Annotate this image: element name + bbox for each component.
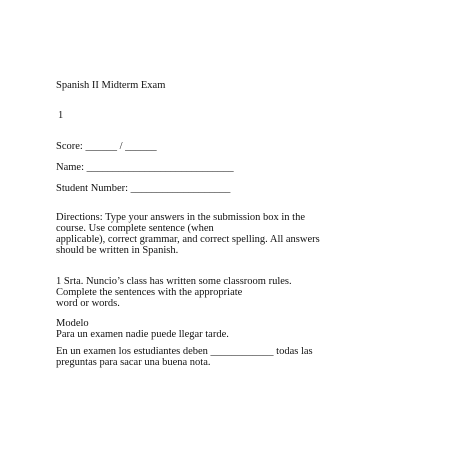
name-line: Name: ____________________________ bbox=[56, 162, 234, 173]
directions-line: Directions: Type your answers in the submission box in the bbox=[56, 212, 306, 223]
directions-line: should be written in Spanish. bbox=[56, 245, 179, 256]
question-prompt-line: 1 Srta. Nuncio’s class has written some classroom rules. bbox=[56, 276, 292, 287]
modelo-label: Modelo bbox=[56, 318, 89, 329]
question-1-prompt bbox=[56, 276, 396, 309]
directions-line: course. Use complete sentence (when bbox=[56, 223, 214, 234]
question-prompt-line: word or words. bbox=[56, 298, 120, 309]
page-number: 1 bbox=[58, 110, 64, 121]
question-1-item bbox=[56, 346, 396, 368]
directions-line: applicable), correct grammar, and correct spelling. All answers bbox=[56, 234, 320, 245]
exam-title: Spanish II Midterm Exam bbox=[56, 80, 166, 91]
item-line: En un examen los estudiantes deben ____________ todas las bbox=[56, 346, 313, 357]
directions-paragraph bbox=[56, 212, 416, 256]
item-line: preguntas para sacar una buena nota. bbox=[56, 357, 211, 368]
student-number-line: Student Number: ___________________ bbox=[56, 183, 231, 194]
modelo-block bbox=[56, 318, 396, 340]
score-line: Score: ______ / ______ bbox=[56, 141, 157, 152]
modelo-example: Para un examen nadie puede llegar tarde. bbox=[56, 329, 229, 340]
question-prompt-line: Complete the sentences with the appropriate bbox=[56, 287, 243, 298]
